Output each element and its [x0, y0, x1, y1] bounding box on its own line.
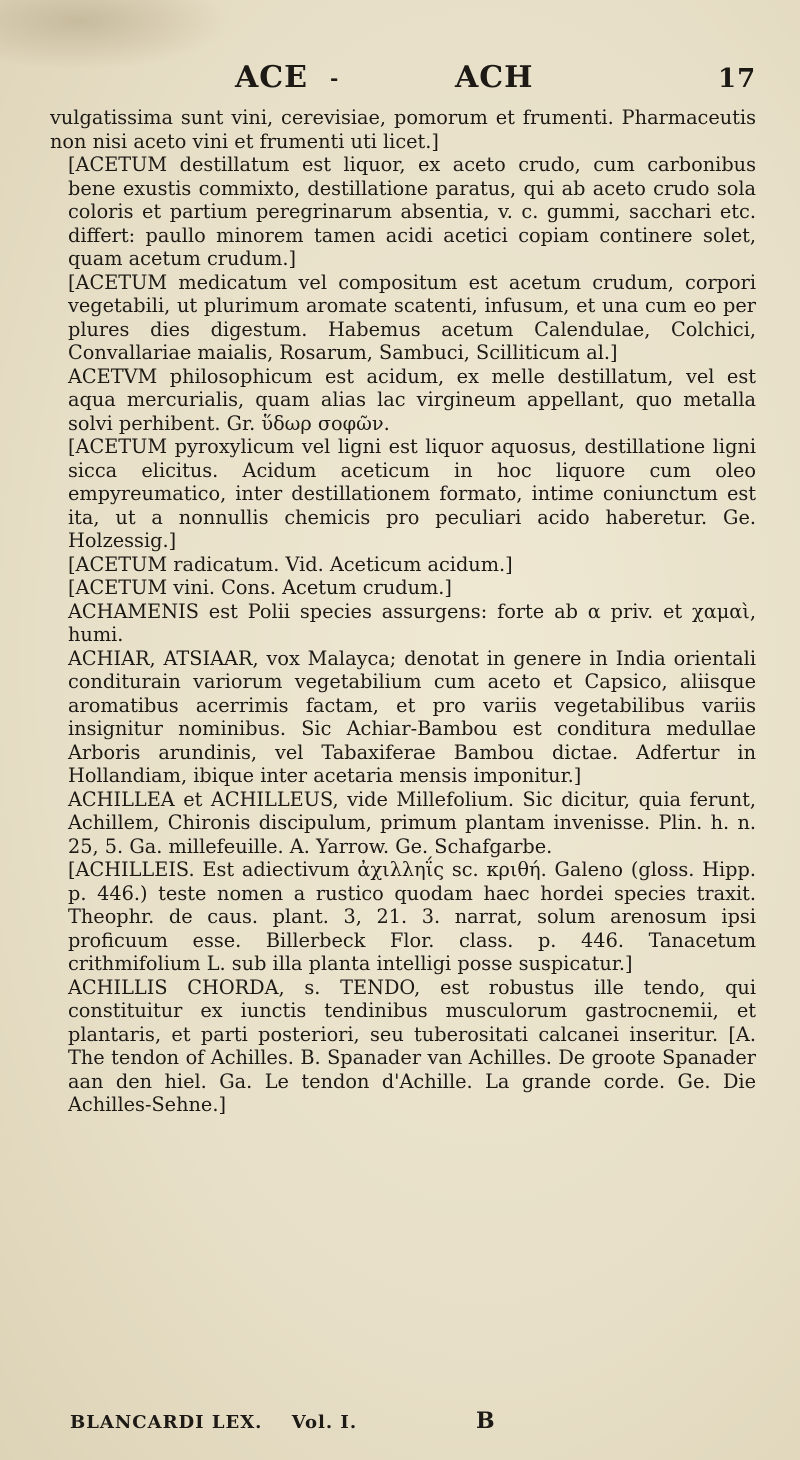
running-header [0, 60, 800, 100]
entry-acetum-radicatum: [ACETUM radicatum. Vid. Aceticum acidum.] [68, 552, 513, 576]
dictionary-text [50, 106, 756, 1117]
entry-acetum-medicatum: [ACETUM medicatum vel compositum est acetum crudum, corpori vegetabili, ut plurimum aromate scatenti, infusum, et una cum eo per plures dies digestum. Habemus acetum Calendulae, Colchici, Convallariae maialis, Rosarum, Sambuci, Scilliticum al.] [68, 270, 756, 364]
entry-achillis-chorda: ACHILLIS CHORDA, s. TENDO, est robustus ille tendo, qui constituitur ex iunctis tendinibus musculorum gastrocnemii, et plantaris, et parti posteriori, seu tuberositati calcanei inseritur. [A. The tendon of Achilles. B. Spanader van Achilles. De groote Spanader aan den hiel. Ga. Le tendon d'Achille. La grande corde. Ge. Die Achilles-Sehne.] [68, 975, 756, 1116]
entry-achiar: ACHIAR, ATSIAAR, vox Malayca; denotat in genere in India orientali conditurain variorum vegetabilium cum aceto et Capsico, aliisque aromatibus acerrimis factam, et pro variis vegetabilibus variis insignitur nominibus. Sic Achiar-Bambou est conditura medullae Arboris arundinis, vel Tabaxiferae Bambou dictae. Adfertur in Hollandiam, ibique inter acetaria mensis imponitur.] [68, 646, 756, 787]
entry-continuation: vulgatissima sunt vini, cerevisiae, pomorum et frumenti. Pharmaceutis non nisi aceto vini et frumenti uti licet.] [50, 106, 756, 153]
header-right-word: ACH [455, 60, 534, 95]
page-number: 17 [718, 64, 757, 94]
entry-achilleis: [ACHILLEIS. Est adiectivum ἀχιλληΐς sc. κριθή. Galeno (gloss. Hipp. p. 446.) teste nomen a rustico quodam haec hordei species traxit. Theophr. de caus. plant. 3, 21. 3. narrat, solum arenosum ipsi proficuum esse. Billerbeck Flor. class. p. 446. Tanacetum crithmifolium L. sub illa planta intelligi posse suspicatur.] [68, 858, 756, 975]
header-left-word: ACE [235, 60, 309, 95]
signature-mark: B [476, 1408, 495, 1434]
page-footer [70, 1412, 770, 1433]
entry-acetum-philosophicum: ACETVM philosophicum est acidum, ex melle destillatum, vel est aqua mercurialis, quam alias lac virgineum appellant, quo metalla solvi perhibent. Gr. ὕδωρ σοφῶν. [68, 364, 756, 435]
header-middle-mark: - [330, 66, 340, 90]
footer-volume: Vol. I. [291, 1412, 358, 1433]
entry-achamenis: ACHAMENIS est Polii species assurgens: forte ab α priv. et χαμαὶ, humi. [68, 599, 756, 646]
footer-author: BLANCARDI LEX. [70, 1412, 263, 1433]
entry-achillea: ACHILLEA et ACHILLEUS, vide Millefolium. Sic dicitur, quia ferunt, Achillem, Chironis discipulum, primum plantam invenisse. Plin. h. n. 25, 5. Ga. millefeuille. A. Yarrow. Ge. Schafgarbe. [68, 787, 756, 858]
entry-acetum-vini: [ACETUM vini. Cons. Acetum crudum.] [68, 576, 452, 599]
entry-acetum-pyroxylicum: [ACETUM pyroxylicum vel ligni est liquor aquosus, destillatione ligni sicca elicitus. Acidum aceticum in hoc liquore cum oleo empyreumatico, inter destillationem formato, intime coniunctum est ita, ut a nonnullis chemicis pro peculiari acido haberetur. Ge. Holzessig.] [68, 435, 756, 552]
entry-acetum-destillatum: [ACETUM destillatum est liquor, ex aceto crudo, cum carbonibus bene exustis commixto, destillatione paratus, qui ab aceto crudo sola coloris et partium peregrinarum absentia, v. c. gummi, sacchari etc. differt: paullo minorem tamen acidi acetici copiam continere solet, quam acetum crudum.] [68, 153, 756, 270]
